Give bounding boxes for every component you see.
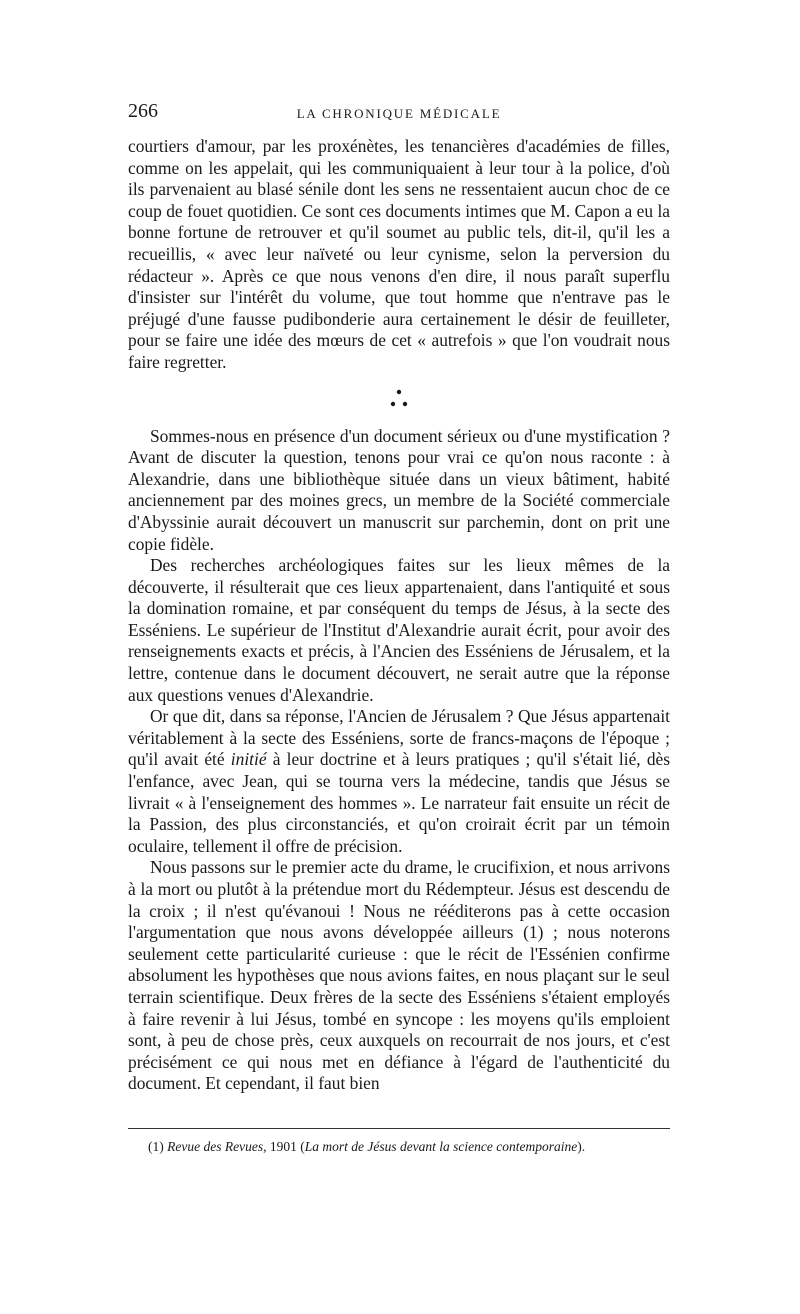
- asterism-icon: [389, 384, 409, 414]
- running-title: LA CHRONIQUE MÉDICALE: [296, 106, 502, 121]
- paragraph-4-italic: initié: [230, 749, 267, 770]
- paragraph-4: [128, 706, 670, 857]
- footnote-marker: (1): [148, 1139, 164, 1154]
- paragraph-4-start: Or que dit, dans sa réponse, l'Ancien de Jérusalem ? Que Jésus appartenait véritablement à la secte des Esséniens, sorte de francs-maçons de l'époque ; qu'il avait été: [128, 706, 670, 770]
- paragraph-2: Sommes-nous en présence d'un document sérieux ou d'une mystification ? Avant de discuter la question, tenons pour vrai ce qu'on nous raconte : à Alexandrie, dans une bibliothèque située dans un vieux bâtiment, habité anciennement par des moines grecs, un membre de la Société commerciale d'Abyssinie aurait découvert un manuscrit sur parchemin, dont on prit une copie fidèle.: [128, 425, 670, 554]
- page-header: [128, 100, 670, 128]
- page-number: 266: [128, 100, 158, 122]
- paragraph-3: Des recherches archéologiques faites sur les lieux mêmes de la découverte, il résulterait que ces lieux appartenaient, dans l'antiquité et sous la domination romaine, et par conséquent du temps de Jésus, à la secte des Esséniens. Le supérieur de l'Institut d'Alexandrie aurait écrit, pour avoir des renseignements exacts et précis, à l'Ancien des Esséniens de Jérusalem, et la lettre, contenue dans le document découvert, ne serait autre que la réponse aux questions venues d'Alexandrie.: [128, 555, 670, 705]
- body-text: [128, 136, 670, 1095]
- asterism-separator: [128, 384, 670, 420]
- paragraph-4-end: à leur doctrine et à leurs pratiques ; qu'il s'était lié, dès l'enfance, avec Jean, qui se tourna vers la médecine, tandis que Jésus se livrait « à l'enseignement des hommes ». Le narrateur fait ensuite un récit de la Passion, des plus circonstanciés, et qu'on croirait écrit par un témoin oculaire, tellement il offre de précision.: [128, 749, 670, 856]
- footnote-journal: Revue des Revues: [167, 1139, 264, 1154]
- footnote-year: , 1901 (: [263, 1139, 305, 1154]
- footnote-close: ).: [577, 1139, 586, 1154]
- footnote: [148, 1138, 668, 1156]
- footnote-title: La mort de Jésus devant la science contemporaine: [304, 1139, 578, 1154]
- footnote-rule: [128, 1128, 670, 1129]
- paragraph-5: Nous passons sur le premier acte du drame, le crucifixion, et nous arrivons à la mort ou plutôt à la prétendue mort du Rédempteur. Jésus est descendu de la croix ; il n'est qu'évanoui ! Nous ne rééditerons pas à cette occasion l'argumentation que nous avons développée ailleurs (1) ; nous noterons seulement cette particularité curieuse : que le récit de l'Essénien confirme absolument les hypothèses que nous avions faites, en nous plaçant sur le seul terrain scientifique. Deux frères de la secte des Esséniens s'étaient employés à faire revenir à lui Jésus, tombé en syncope : les moyens qu'ils emploient sont, à peu de chose près, ceux auxquels on recourrait de nos jours, et c'est précisément ce qui nous met en défiance à l'égard de l'authenticité du document. Et cependant, il faut bien: [128, 857, 670, 1094]
- paragraph-1: courtiers d'amour, par les proxénètes, les tenancières d'académies de filles, comme on les appelait, qui les communiquaient à leur tour à la police, d'où ils parvenaient au blasé sénile dont les sens ne ressentaient aucun choc de ce coup de fouet quotidien. Ce sont ces documents intimes que M. Capon a eu la bonne fortune de retrouver et qu'il soumet au public tels, dit-il, qu'il les a recueillis, « avec leur naïveté ou leur cynisme, selon la perversion du rédacteur ». Après ce que nous venons d'en dire, il nous paraît superflu d'insister sur l'intérêt du volume, que tout homme que n'entrave pas le préjugé d'une fausse pudibonderie aura certainement le désir de feuilleter, pour se faire une idée des mœurs de cet « autrefois » que l'on voudrait nous faire regretter.: [128, 136, 670, 372]
